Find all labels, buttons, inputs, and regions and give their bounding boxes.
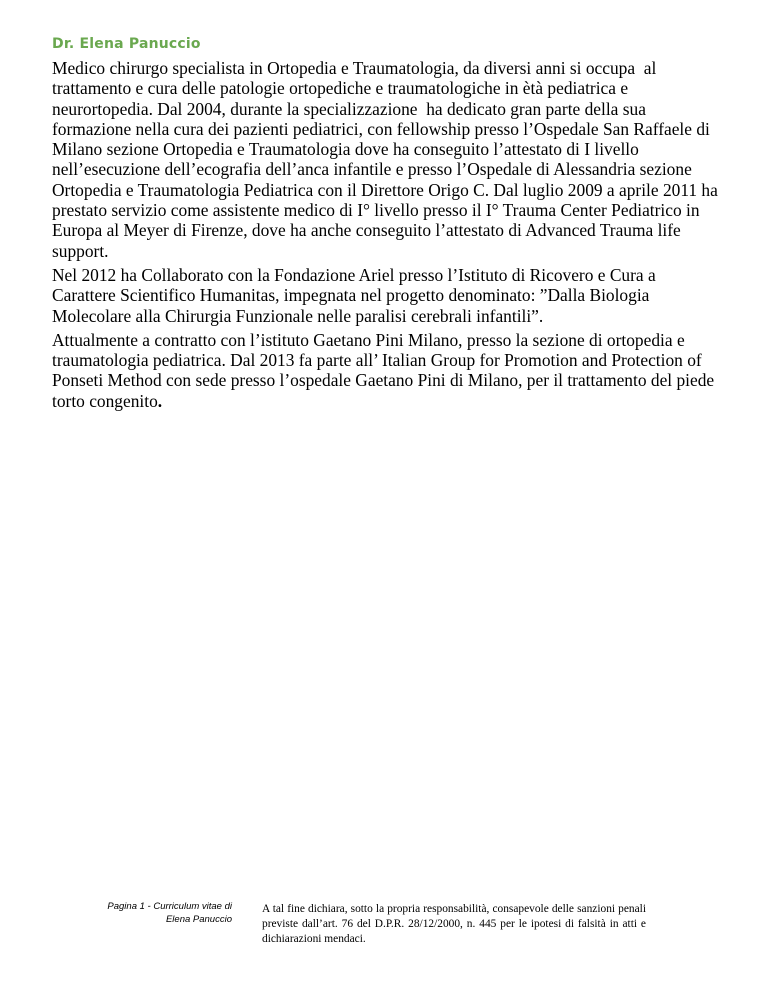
footer-page-line-2: Elena Panuccio — [165, 914, 232, 925]
footer-page-label — [60, 900, 232, 926]
biography-paragraph-3-period: . — [157, 390, 163, 411]
biography-body — [52, 58, 723, 415]
doctor-name-heading: Dr. Elena Panuccio — [52, 36, 201, 52]
biography-paragraph-2: Nel 2012 ha Collaborato con la Fondazione Ariel presso l’Istituto di Ricovero e Cura a Carattere Scientifico Humanitas, impegnata nel progetto denominato: ”Dalla Biologia Molecolare alla Chirurgia Funzionale nelle paralisi cerebrali infantili”. — [52, 264, 661, 326]
biography-paragraph-3 — [52, 330, 718, 411]
footer-declaration: A tal fine dichiara, sotto la propria responsabilità, consapevole delle sanzioni penali previste dall’art. 76 del D.P.R. 28/12/2000, n. 445 per le ipotesi di falsità in atti e dichiarazioni mendaci. — [262, 903, 646, 945]
biography-paragraph-1: Medico chirurgo specialista in Ortopedia e Traumatologia, da diversi anni si occupa al trattamento e cura delle patologie ortopediche e traumatologiche in ètà pediatrica e neurortopedia. Dal 2004, durante la specializzazione ha dedicato gran parte della sua formazione nella cura dei pazienti pediatrici, con fellowship presso l’Ospedale San Raffaele di Milano sezione Ortopedia e Traumatologia dove ha conseguito l’attestato di I livello nell’esecuzione dell’ecografia dell’anca infantile e presso l’Ospedale di Alessandria sezione Ortopedia e Traumatologia Pediatrica con il Direttore Origo C. Dal luglio 2009 a aprile 2011 ha prestato servizio come assistente medico di I° livello presso il I° Trauma Center Pediatrico in Europa al Meyer di Firenze, dove ha anche conseguito l’attestato di Advanced Trauma life support. — [52, 58, 723, 261]
biography-paragraph-3-text: Attualmente a contratto con l’istituto Gaetano Pini Milano, presso la sezione di ortopedia e traumatologia pediatrica. Dal 2013 fa parte all’ Italian Group for Promotion and Protection of Ponseti Method con sede presso l’ospedale Gaetano Pini di Milano, per il trattamento del piede torto congenito — [52, 329, 719, 411]
footer-page-line-1: Pagina 1 - Curriculum vitae di — [107, 901, 232, 912]
